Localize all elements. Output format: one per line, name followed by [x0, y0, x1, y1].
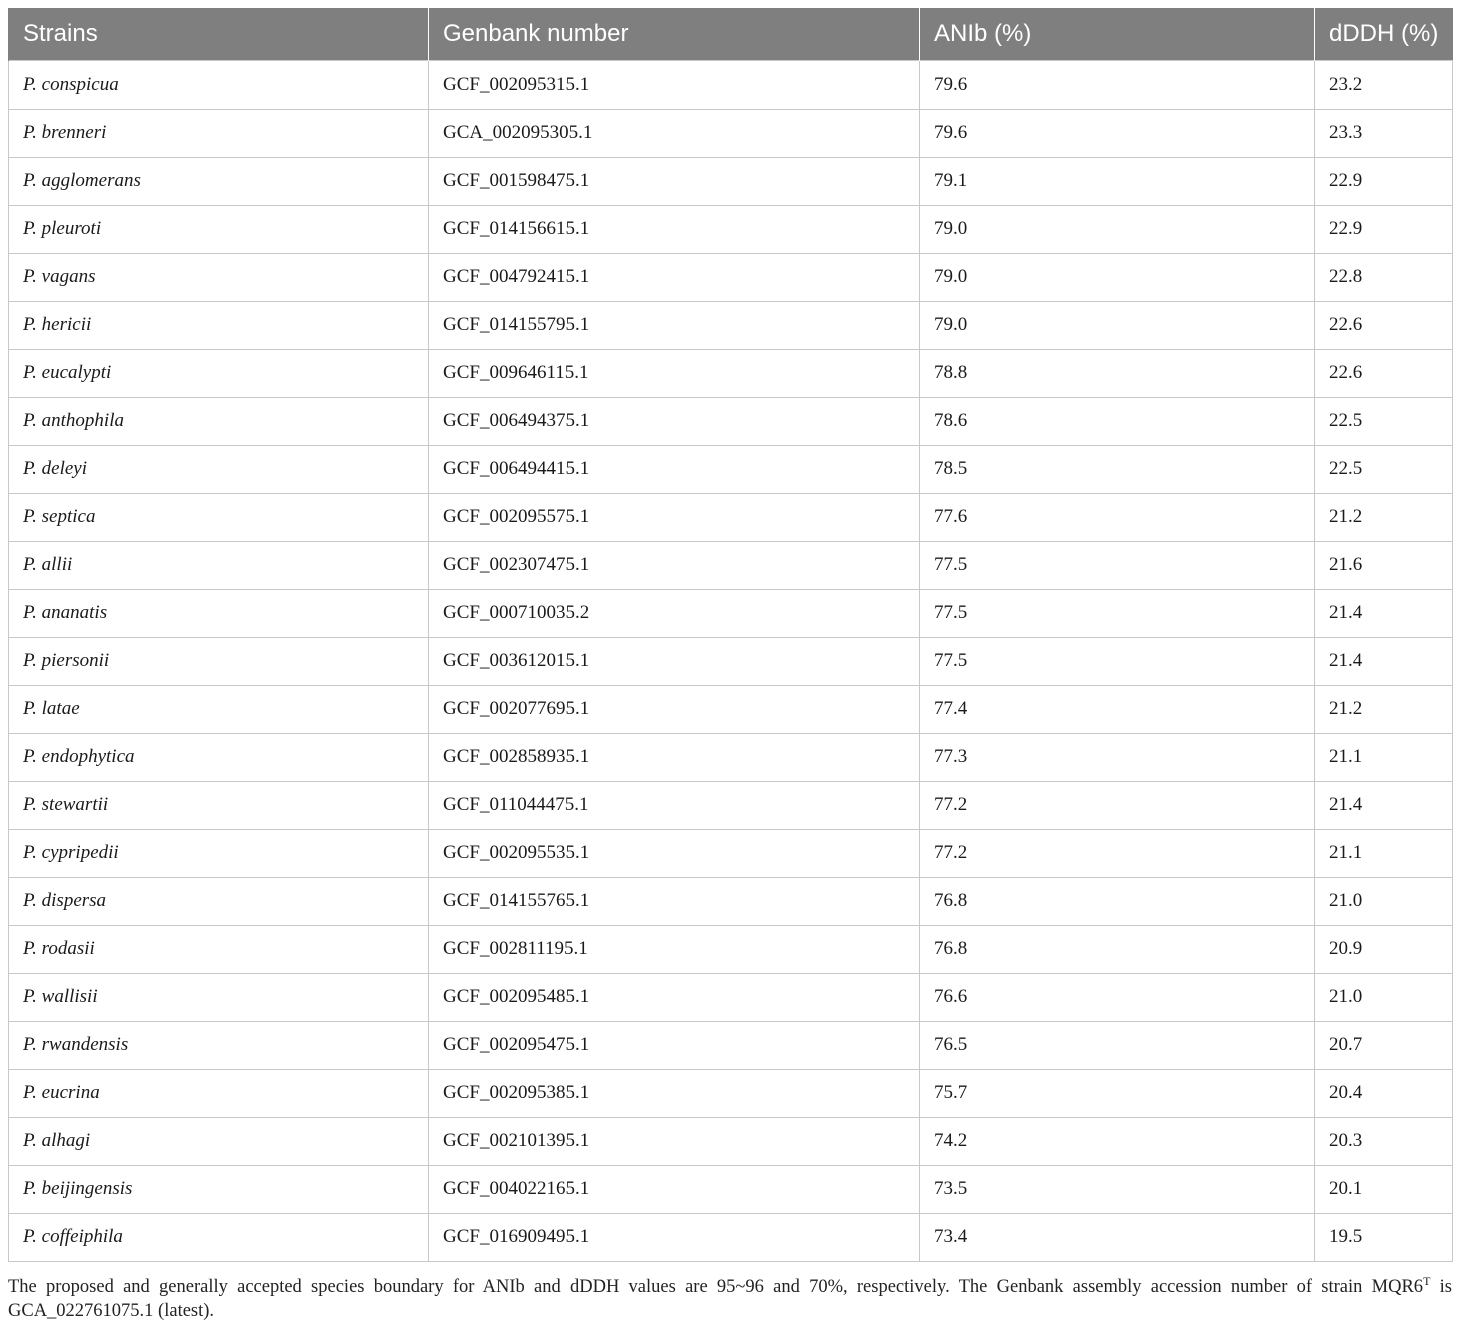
cell-genbank-number: GCF_002101395.1	[429, 1117, 920, 1165]
table-row	[9, 157, 1453, 205]
table-header	[9, 8, 1453, 60]
cell-dddh: 21.4	[1315, 781, 1453, 829]
cell-strain: P. wallisii	[9, 973, 429, 1021]
cell-anib: 77.5	[920, 637, 1315, 685]
table-row	[9, 60, 1453, 109]
table-row	[9, 1213, 1453, 1261]
cell-anib: 78.8	[920, 349, 1315, 397]
cell-anib: 79.6	[920, 109, 1315, 157]
table-body	[9, 60, 1453, 1261]
table-row	[9, 1069, 1453, 1117]
cell-genbank-number: GCF_002095315.1	[429, 60, 920, 109]
cell-anib: 77.3	[920, 733, 1315, 781]
table-row	[9, 445, 1453, 493]
cell-anib: 79.6	[920, 60, 1315, 109]
cell-strain: P. alhagi	[9, 1117, 429, 1165]
cell-genbank-number: GCF_004792415.1	[429, 253, 920, 301]
table-row	[9, 541, 1453, 589]
cell-anib: 74.2	[920, 1117, 1315, 1165]
table-row	[9, 685, 1453, 733]
cell-genbank-number: GCF_001598475.1	[429, 157, 920, 205]
cell-genbank-number: GCA_002095305.1	[429, 109, 920, 157]
comparison-table-container	[8, 8, 1452, 1262]
cell-anib: 79.1	[920, 157, 1315, 205]
cell-dddh: 20.1	[1315, 1165, 1453, 1213]
table-row	[9, 781, 1453, 829]
header-dddh: dDDH (%)	[1315, 8, 1453, 60]
cell-anib: 79.0	[920, 253, 1315, 301]
cell-dddh: 21.0	[1315, 877, 1453, 925]
cell-dddh: 21.1	[1315, 733, 1453, 781]
cell-dddh: 21.0	[1315, 973, 1453, 1021]
cell-genbank-number: GCF_002095575.1	[429, 493, 920, 541]
table-row	[9, 637, 1453, 685]
cell-strain: P. piersonii	[9, 637, 429, 685]
table-row	[9, 349, 1453, 397]
cell-genbank-number: GCF_014155795.1	[429, 301, 920, 349]
header-row	[9, 8, 1453, 60]
cell-strain: P. endophytica	[9, 733, 429, 781]
cell-anib: 77.2	[920, 829, 1315, 877]
cell-anib: 78.6	[920, 397, 1315, 445]
cell-strain: P. vagans	[9, 253, 429, 301]
cell-anib: 77.5	[920, 589, 1315, 637]
cell-strain: P. hericii	[9, 301, 429, 349]
cell-strain: P. allii	[9, 541, 429, 589]
cell-anib: 73.4	[920, 1213, 1315, 1261]
table-row	[9, 1165, 1453, 1213]
cell-genbank-number: GCF_004022165.1	[429, 1165, 920, 1213]
table-row	[9, 877, 1453, 925]
cell-dddh: 22.6	[1315, 349, 1453, 397]
cell-dddh: 20.4	[1315, 1069, 1453, 1117]
table-row	[9, 925, 1453, 973]
cell-dddh: 21.1	[1315, 829, 1453, 877]
table-row	[9, 253, 1453, 301]
cell-anib: 77.5	[920, 541, 1315, 589]
cell-anib: 76.5	[920, 1021, 1315, 1069]
cell-genbank-number: GCF_002077695.1	[429, 685, 920, 733]
cell-strain: P. rwandensis	[9, 1021, 429, 1069]
cell-strain: P. anthophila	[9, 397, 429, 445]
cell-dddh: 21.4	[1315, 637, 1453, 685]
cell-strain: P. deleyi	[9, 445, 429, 493]
cell-strain: P. agglomerans	[9, 157, 429, 205]
table-row	[9, 493, 1453, 541]
cell-anib: 77.6	[920, 493, 1315, 541]
cell-dddh: 22.8	[1315, 253, 1453, 301]
cell-dddh: 22.5	[1315, 445, 1453, 493]
cell-genbank-number: GCF_002811195.1	[429, 925, 920, 973]
cell-strain: P. rodasii	[9, 925, 429, 973]
cell-genbank-number: GCF_002095535.1	[429, 829, 920, 877]
cell-strain: P. septica	[9, 493, 429, 541]
cell-dddh: 20.3	[1315, 1117, 1453, 1165]
cell-genbank-number: GCF_006494375.1	[429, 397, 920, 445]
cell-anib: 79.0	[920, 301, 1315, 349]
cell-genbank-number: GCF_009646115.1	[429, 349, 920, 397]
cell-genbank-number: GCF_002095385.1	[429, 1069, 920, 1117]
cell-strain: P. eucalypti	[9, 349, 429, 397]
cell-genbank-number: GCF_002095485.1	[429, 973, 920, 1021]
cell-genbank-number: GCF_002095475.1	[429, 1021, 920, 1069]
cell-dddh: 23.3	[1315, 109, 1453, 157]
cell-dddh: 21.2	[1315, 493, 1453, 541]
cell-strain: P. cypripedii	[9, 829, 429, 877]
table-row	[9, 1117, 1453, 1165]
cell-strain: P. coffeiphila	[9, 1213, 429, 1261]
cell-strain: P. eucrina	[9, 1069, 429, 1117]
cell-dddh: 20.9	[1315, 925, 1453, 973]
cell-strain: P. pleuroti	[9, 205, 429, 253]
cell-anib: 73.5	[920, 1165, 1315, 1213]
table-row	[9, 109, 1453, 157]
cell-strain: P. ananatis	[9, 589, 429, 637]
cell-strain: P. latae	[9, 685, 429, 733]
cell-anib: 76.6	[920, 973, 1315, 1021]
table-row	[9, 589, 1453, 637]
cell-anib: 77.2	[920, 781, 1315, 829]
table-row	[9, 733, 1453, 781]
cell-strain: P. stewartii	[9, 781, 429, 829]
cell-genbank-number: GCF_002858935.1	[429, 733, 920, 781]
cell-genbank-number: GCF_011044475.1	[429, 781, 920, 829]
cell-genbank-number: GCF_014155765.1	[429, 877, 920, 925]
cell-strain: P. conspicua	[9, 60, 429, 109]
header-strains: Strains	[9, 8, 429, 60]
cell-strain: P. brenneri	[9, 109, 429, 157]
cell-strain: P. dispersa	[9, 877, 429, 925]
cell-dddh: 20.7	[1315, 1021, 1453, 1069]
cell-dddh: 19.5	[1315, 1213, 1453, 1261]
cell-genbank-number: GCF_003612015.1	[429, 637, 920, 685]
table-row	[9, 301, 1453, 349]
cell-genbank-number: GCF_000710035.2	[429, 589, 920, 637]
cell-genbank-number: GCF_014156615.1	[429, 205, 920, 253]
table-row	[9, 973, 1453, 1021]
header-anib: ANIb (%)	[920, 8, 1315, 60]
cell-genbank-number: GCF_006494415.1	[429, 445, 920, 493]
cell-dddh: 22.9	[1315, 205, 1453, 253]
table-row	[9, 205, 1453, 253]
cell-anib: 76.8	[920, 925, 1315, 973]
cell-anib: 76.8	[920, 877, 1315, 925]
table-row	[9, 829, 1453, 877]
cell-dddh: 22.6	[1315, 301, 1453, 349]
footnote-text-end: is GCA_022761075.1 (latest).	[8, 1277, 1452, 1321]
cell-anib: 77.4	[920, 685, 1315, 733]
table-row	[9, 1021, 1453, 1069]
cell-dddh: 23.2	[1315, 60, 1453, 109]
cell-strain: P. beijingensis	[9, 1165, 429, 1213]
cell-dddh: 21.2	[1315, 685, 1453, 733]
header-genbank-number: Genbank number	[429, 8, 920, 60]
footnote-superscript: T	[1423, 1273, 1431, 1288]
table-row	[9, 397, 1453, 445]
cell-dddh: 21.4	[1315, 589, 1453, 637]
cell-dddh: 21.6	[1315, 541, 1453, 589]
cell-dddh: 22.9	[1315, 157, 1453, 205]
cell-anib: 75.7	[920, 1069, 1315, 1117]
footnote-text: The proposed and generally accepted species boundary for ANIb and dDDH values are 95~96 and 70%, respectively. The Genbank assembly accession number of strain MQR6	[8, 1277, 1424, 1297]
cell-genbank-number: GCF_016909495.1	[429, 1213, 920, 1261]
cell-dddh: 22.5	[1315, 397, 1453, 445]
cell-anib: 79.0	[920, 205, 1315, 253]
cell-genbank-number: GCF_002307475.1	[429, 541, 920, 589]
table-footnote	[8, 1275, 1452, 1323]
strain-comparison-table	[8, 8, 1453, 1262]
cell-anib: 78.5	[920, 445, 1315, 493]
